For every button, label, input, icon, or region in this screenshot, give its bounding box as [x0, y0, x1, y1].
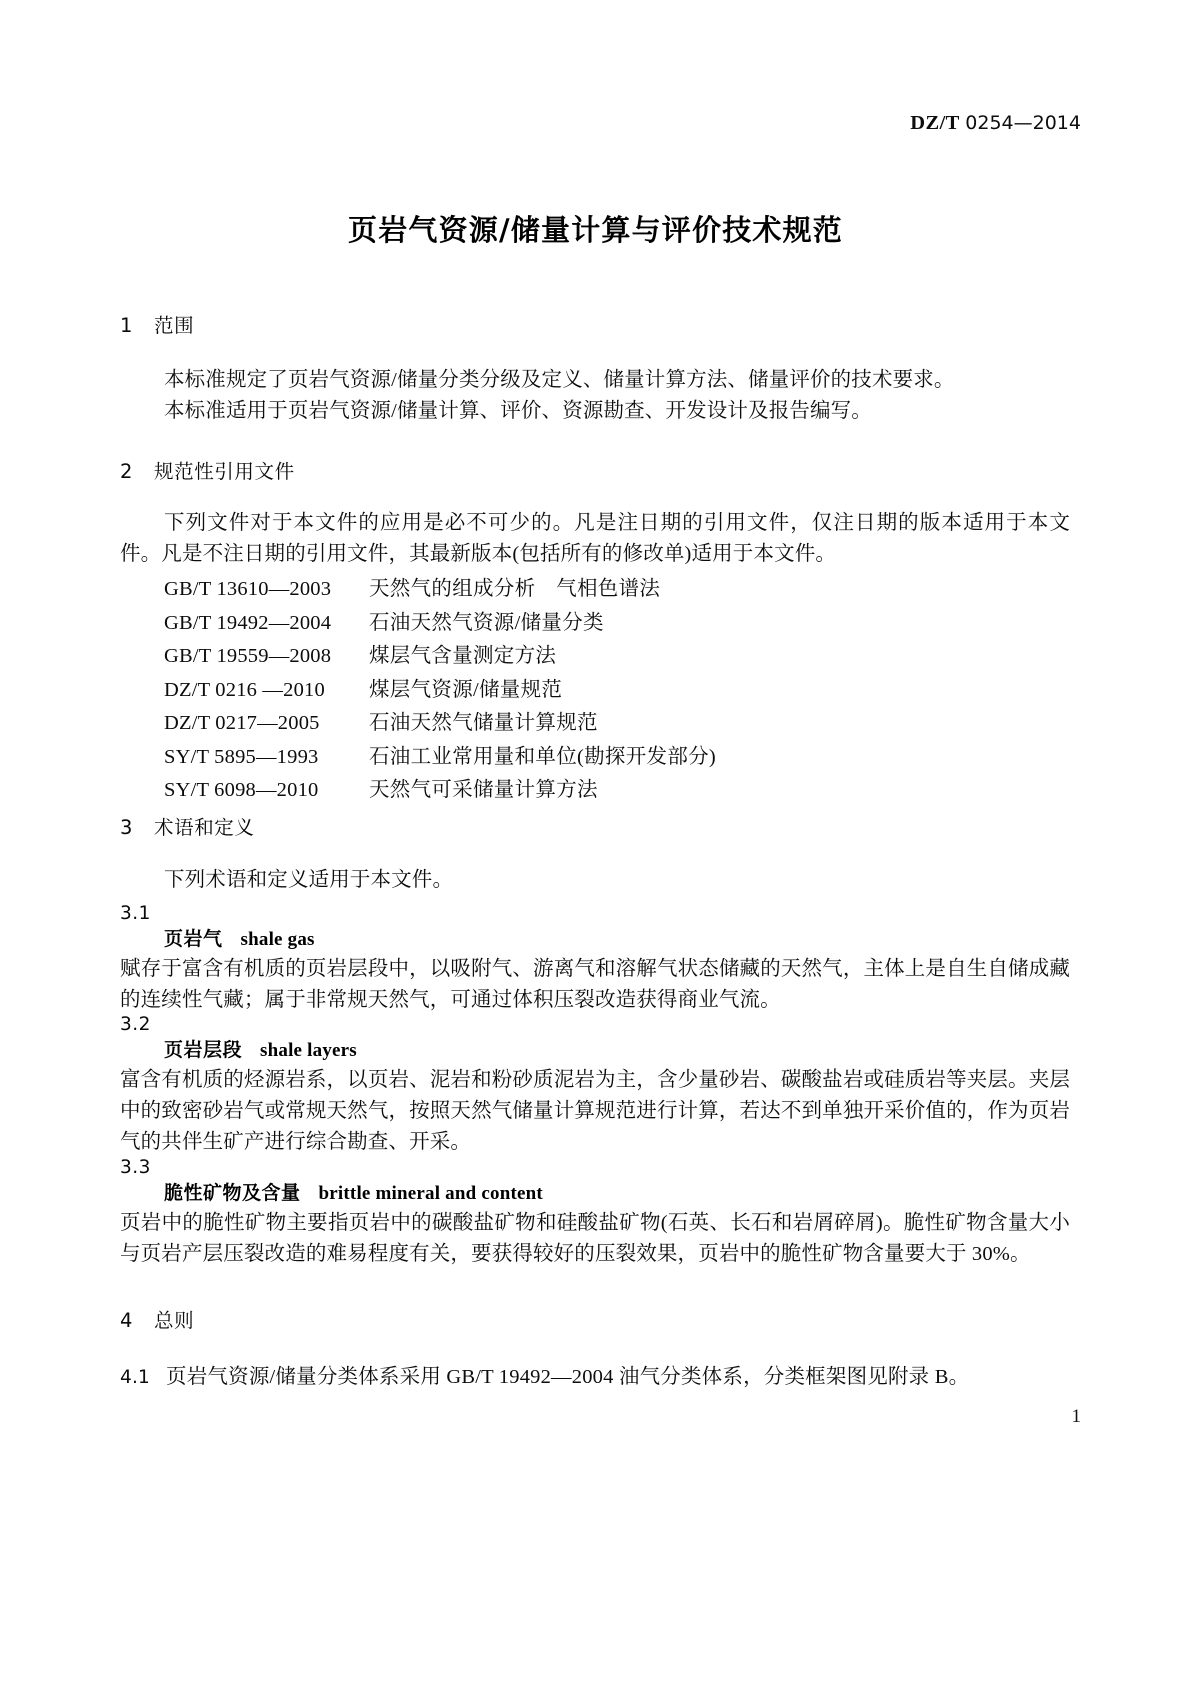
section-3-label: 术语和定义 [154, 816, 255, 839]
term-3-2-definition: 富含有机质的烃源岩系，以页岩、泥岩和粉砂质泥岩为主，含少量砂岩、碳酸盐岩或硅质岩等夹层。夹层中的致密砂岩气或常规天然气，按照天然气储量计算规范进行计算，若达不到单独开采价值的，作为页岩气的共伴生矿产进行综合勘查、开采。 [120, 1069, 1070, 1153]
reference-item [164, 573, 1114, 607]
reference-item [164, 707, 1114, 741]
term-3-2-en: shale layers [260, 1040, 357, 1061]
section-4-label: 总则 [154, 1309, 195, 1332]
term-3-1-number: 3.1 [120, 903, 151, 924]
term-3-3-en: brittle mineral and content [318, 1183, 543, 1204]
reference-title: 天然气的组成分析 气相色谱法 [369, 578, 661, 600]
section-3-paragraph-1: 下列术语和定义适用于本文件。 [164, 869, 454, 891]
term-3-2-zh: 页岩层段 [164, 1039, 243, 1061]
term-3-3-number: 3.3 [120, 1157, 151, 1178]
section-2-paragraph-1: 下列文件对于本文件的应用是必不可少的。凡是注日期的引用文件，仅注日期的版本适用于本文件。凡是不注日期的引用文件，其最新版本(包括所有的修改单)适用于本文件。 [120, 512, 1070, 565]
reference-item [164, 674, 1114, 708]
section-3-number: 3 [120, 816, 134, 839]
term-3-1-name [120, 924, 1070, 951]
standard-prefix: DZ/T [910, 112, 960, 134]
reference-title: 煤层气资源/储量规范 [369, 678, 563, 701]
reference-code: GB/T 13610—2003 [164, 578, 332, 600]
section-1-paragraph-2: 本标准适用于页岩气资源/储量计算、评价、资源勘查、开发设计及报告编写。 [164, 400, 872, 422]
term-3-2-number: 3.2 [120, 1014, 151, 1035]
term-3-3-zh: 脆性矿物及含量 [164, 1182, 301, 1204]
section-1-paragraph-1: 本标准规定了页岩气资源/储量分类分级及定义、储量计算方法、储量评价的技术要求。 [164, 369, 955, 391]
term-3-3-name [120, 1178, 1070, 1205]
section-2-body [120, 508, 1070, 570]
term-3-1 [120, 903, 1070, 1016]
reference-code: GB/T 19492—2004 [164, 611, 332, 634]
reference-title: 石油天然气资源/储量分类 [369, 611, 604, 634]
section-4-number: 4 [120, 1309, 134, 1332]
reference-item [164, 607, 1114, 641]
section-4-heading [120, 1305, 1070, 1333]
reference-title: 煤层气含量测定方法 [369, 645, 557, 667]
section-3-heading [120, 812, 1070, 840]
term-3-2-name [120, 1035, 1070, 1062]
reference-title: 天然气可采储量计算方法 [369, 779, 598, 801]
reference-title: 石油天然气储量计算规范 [369, 712, 598, 734]
section-2-number: 2 [120, 460, 134, 483]
section-2-label: 规范性引用文件 [154, 460, 295, 483]
reference-item [164, 640, 1114, 674]
reference-code: SY/T 6098—2010 [164, 779, 319, 801]
reference-item [164, 741, 1114, 775]
section-1-body [120, 365, 1070, 427]
clause-4-1-text: 页岩气资源/储量分类体系采用 GB/T 19492—2004 油气分类体系，分类框架图见附录 B。 [166, 1366, 970, 1388]
section-1-number: 1 [120, 314, 134, 337]
term-3-1-definition: 赋存于富含有机质的页岩层段中，以吸附气、游离气和溶解气状态储藏的天然气，主体上是自生自储成藏的连续性气藏；属于非常规天然气，可通过体积压裂改造获得商业气流。 [120, 958, 1070, 1011]
reference-code: DZ/T 0217—2005 [164, 712, 320, 734]
reference-code: SY/T 5895—1993 [164, 745, 319, 768]
term-3-2 [120, 1014, 1070, 1158]
reference-code: DZ/T 0216 —2010 [164, 678, 325, 701]
section-1-heading [120, 310, 1070, 338]
clause-4-1-number: 4.1 [120, 1367, 151, 1388]
document-title: 页岩气资源/储量计算与评价技术规范 [348, 213, 843, 247]
normative-reference-list [120, 573, 1114, 808]
term-3-3-definition: 页岩中的脆性矿物主要指页岩中的碳酸盐矿物和硅酸盐矿物(石英、长石和岩屑碎屑)。脆性矿物含量大小与页岩产层压裂改造的难易程度有关，要获得较好的压裂效果，页岩中的脆性矿物含量要大于 30%。 [120, 1212, 1070, 1265]
section-2-heading [120, 456, 1070, 484]
section-1-label: 范围 [154, 314, 195, 337]
term-3-1-zh: 页岩气 [164, 928, 223, 950]
section-3-body [120, 865, 1070, 896]
reference-item [164, 774, 1114, 808]
term-3-1-en: shale gas [240, 929, 315, 950]
standard-number: 0254—2014 [965, 112, 1081, 134]
term-3-3 [120, 1157, 1070, 1270]
reference-code: GB/T 19559—2008 [164, 645, 332, 667]
page-number: 1 [1071, 1406, 1081, 1427]
clause-4-1 [120, 1362, 1070, 1393]
running-header [910, 112, 1081, 135]
reference-title: 石油工业常用量和单位(勘探开发部分) [369, 745, 717, 768]
